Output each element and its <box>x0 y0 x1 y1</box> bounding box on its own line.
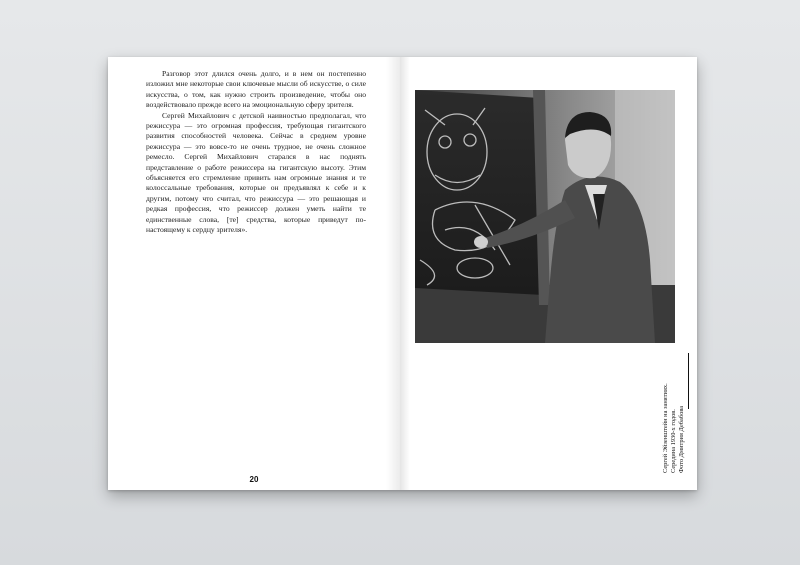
paragraph: Сергей Михайлович с детской наивностью предполагал, что режиссура — это огромная профессия, требующая гигантского развития способностей человека. Сейчас в среднем уровне режиссура — это вовсе-то не очень трудное, не очень сложное ремесло. Сергей Михайлович старался в нас поднять представление о работе режиссера на гигантскую высоту. Этим объясняется его стремление привить нам огромные знания и те колоссальные требования, которые он предъявлял к себе и к другим, потому что считал, что режиссура — это решающая и редкая профессия, что режиссер должен уметь найти те единственные слова, [те] средства, которые приведут по-настоящему к сердцу зрителя». <box>146 110 366 235</box>
page-number: 20 <box>249 475 259 484</box>
photo <box>415 90 675 343</box>
body-text <box>146 69 366 236</box>
right-page <box>400 57 697 490</box>
book-spread <box>108 57 697 490</box>
photo-icon <box>415 90 675 343</box>
caption-line: Сергей Эйзенштейн на занятиях. <box>662 383 669 473</box>
caption-rule <box>688 353 689 409</box>
caption-line: Фото Дмитрия Дебабова <box>678 405 686 473</box>
paragraph: Разговор этот длился очень долго, и в нем он постепенно изложил мне некоторые свои ключевые мысли об искусстве, о силе искусства, о том, как нужно строить произведение, чтобы оно воздействовало прежде всего на эмоциональную сферу зрителя. <box>146 69 366 110</box>
caption-line: Середина 1930-х годов. <box>670 409 678 473</box>
left-page <box>108 57 400 490</box>
gutter-shadow <box>400 57 410 490</box>
gutter-shadow <box>386 57 400 490</box>
